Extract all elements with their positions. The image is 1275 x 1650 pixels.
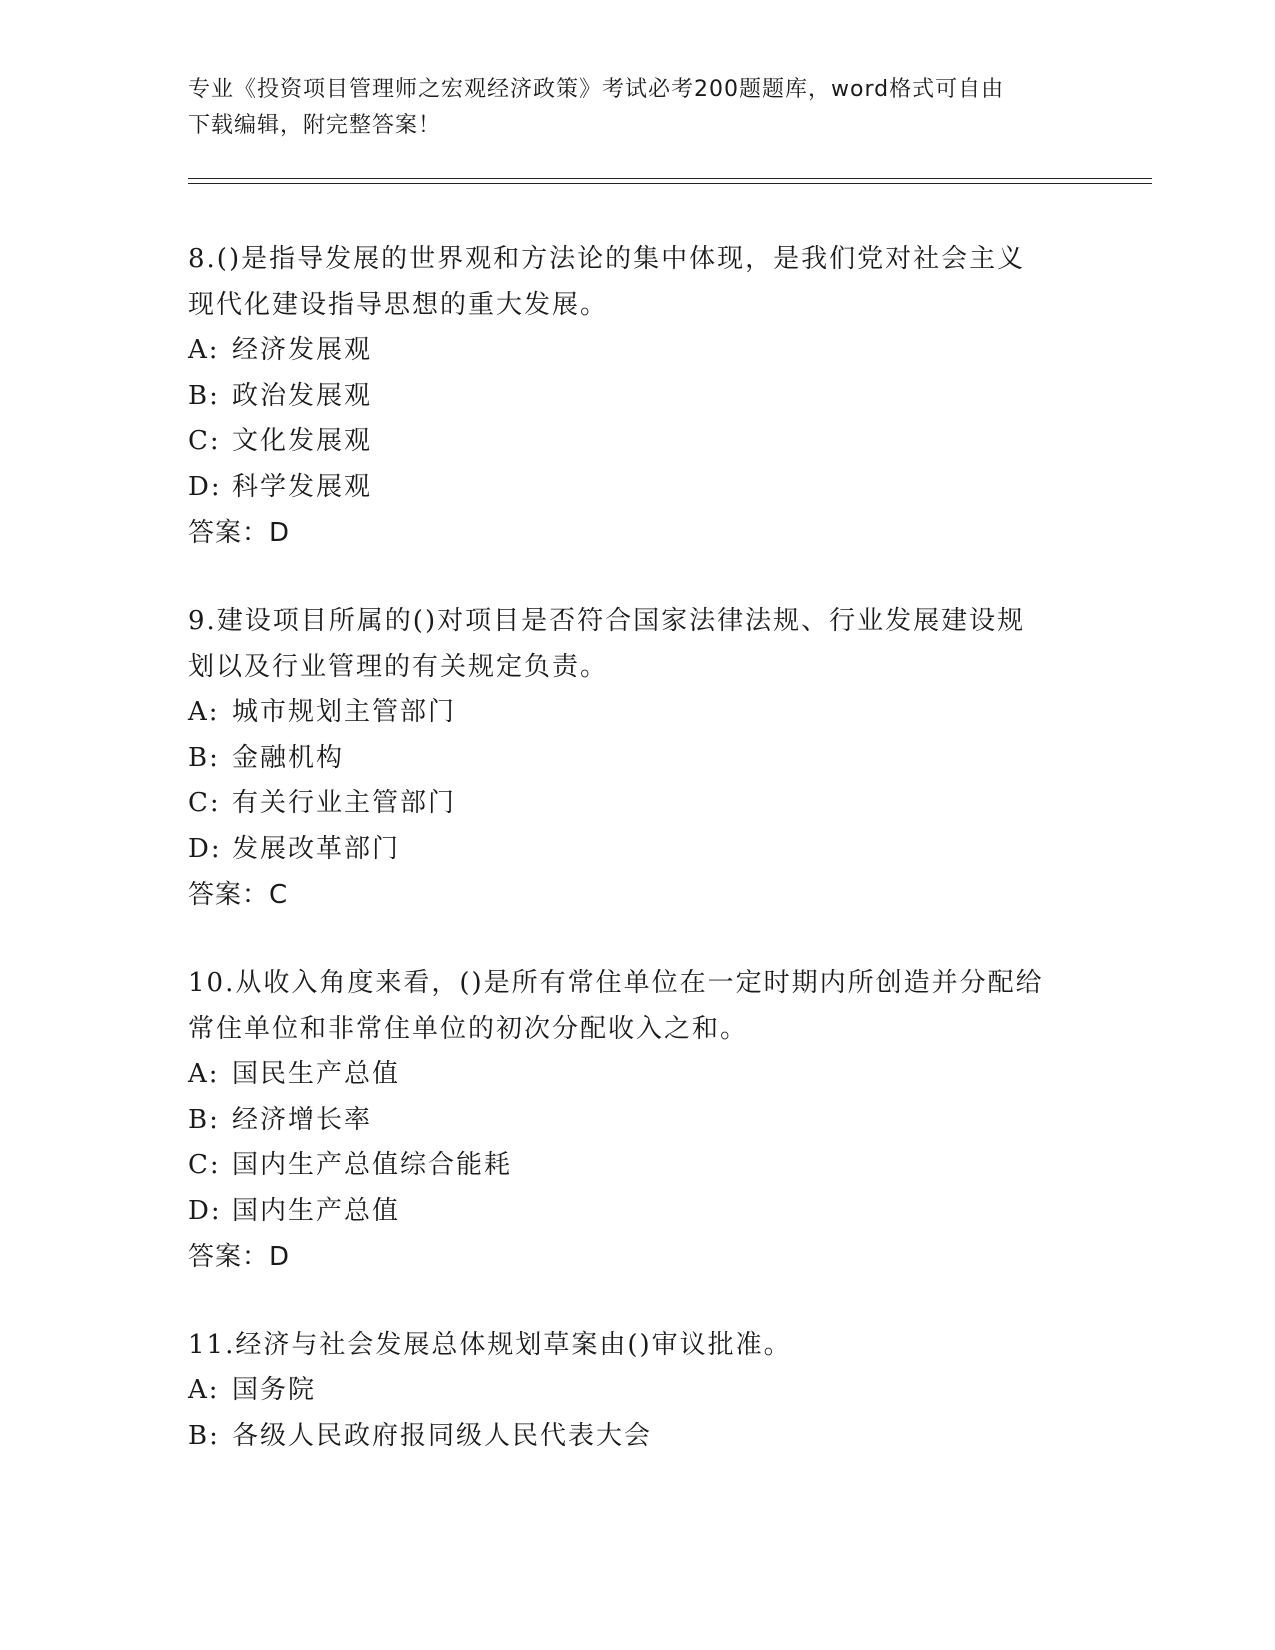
answer-text: 答案：C — [188, 880, 289, 910]
option-text: 金融机构 — [232, 742, 345, 773]
option-text: 国内生产总值综合能耗 — [232, 1150, 513, 1180]
question-text-line: 8.()是指导发展的世界观和方法论的集中体现，是我们党对社会主义 — [188, 244, 1026, 274]
question-text-line: 11.经济与社会发展总体规划草案由()审议批准。 — [188, 1330, 792, 1360]
option-letter: B: — [188, 1104, 220, 1135]
option-d — [188, 1189, 1088, 1235]
question-list — [188, 236, 1088, 1501]
answer-text: 答案：D — [188, 518, 291, 548]
option-b — [188, 736, 1088, 782]
option-letter: A: — [188, 697, 220, 727]
option-text: 经济发展观 — [232, 335, 373, 365]
header-line-1: 专业《投资项目管理师之宏观经济政策》考试必考200题题库，word格式可自由 — [188, 77, 1005, 102]
option-a — [188, 1052, 1088, 1098]
option-letter: D: — [188, 833, 222, 864]
option-a — [188, 1368, 1088, 1414]
question-text-line: 现代化建设指导思想的重大发展。 — [188, 290, 609, 320]
option-b — [188, 1414, 1088, 1460]
option-letter: C: — [188, 1150, 221, 1180]
option-letter: A: — [188, 335, 220, 365]
option-letter: D: — [188, 471, 222, 502]
option-letter: D: — [188, 1195, 222, 1226]
question-text — [188, 960, 1088, 1052]
option-a — [188, 690, 1088, 736]
option-c — [188, 1143, 1088, 1189]
option-text: 国民生产总值 — [232, 1059, 401, 1089]
question-text-line: 常住单位和非常住单位的初次分配收入之和。 — [188, 1014, 749, 1044]
option-text: 文化发展观 — [232, 426, 373, 456]
option-d — [188, 465, 1088, 511]
option-b — [188, 374, 1088, 420]
option-letter: A: — [188, 1059, 220, 1089]
option-b — [188, 1098, 1088, 1144]
question-text-line: 划以及行业管理的有关规定负责。 — [188, 652, 609, 682]
option-text: 有关行业主管部门 — [232, 788, 457, 818]
question-text — [188, 1322, 1088, 1368]
option-letter: B: — [188, 742, 220, 773]
question-item — [188, 236, 1088, 556]
question-item — [188, 960, 1088, 1280]
option-c — [188, 781, 1088, 827]
option-a — [188, 328, 1088, 374]
header-divider-top — [188, 178, 1152, 179]
answer-text: 答案：D — [188, 1242, 291, 1272]
document-header — [188, 72, 1088, 144]
option-d — [188, 827, 1088, 873]
option-text: 发展改革部门 — [232, 833, 401, 864]
question-item — [188, 598, 1088, 918]
header-line-2: 下载编辑，附完整答案！ — [188, 113, 442, 138]
option-text: 各级人民政府报同级人民代表大会 — [232, 1420, 653, 1451]
option-text: 国内生产总值 — [232, 1195, 401, 1226]
option-text: 国务院 — [232, 1375, 317, 1405]
header-divider-bottom — [188, 183, 1152, 184]
option-text: 城市规划主管部门 — [232, 697, 457, 727]
option-letter: B: — [188, 1420, 220, 1451]
option-letter: A: — [188, 1375, 220, 1405]
question-text-line: 10.从收入角度来看，()是所有常住单位在一定时期内所创造并分配给 — [188, 968, 1044, 998]
option-letter: B: — [188, 380, 220, 411]
option-text: 政治发展观 — [232, 380, 373, 411]
question-text — [188, 598, 1088, 690]
option-c — [188, 419, 1088, 465]
option-letter: C: — [188, 426, 221, 456]
option-text: 经济增长率 — [232, 1104, 373, 1135]
question-text — [188, 236, 1088, 328]
question-item — [188, 1322, 1088, 1459]
question-text-line: 9.建设项目所属的()对项目是否符合国家法律法规、行业发展建设规 — [188, 606, 1026, 636]
option-letter: C: — [188, 788, 221, 818]
option-text: 科学发展观 — [232, 471, 373, 502]
